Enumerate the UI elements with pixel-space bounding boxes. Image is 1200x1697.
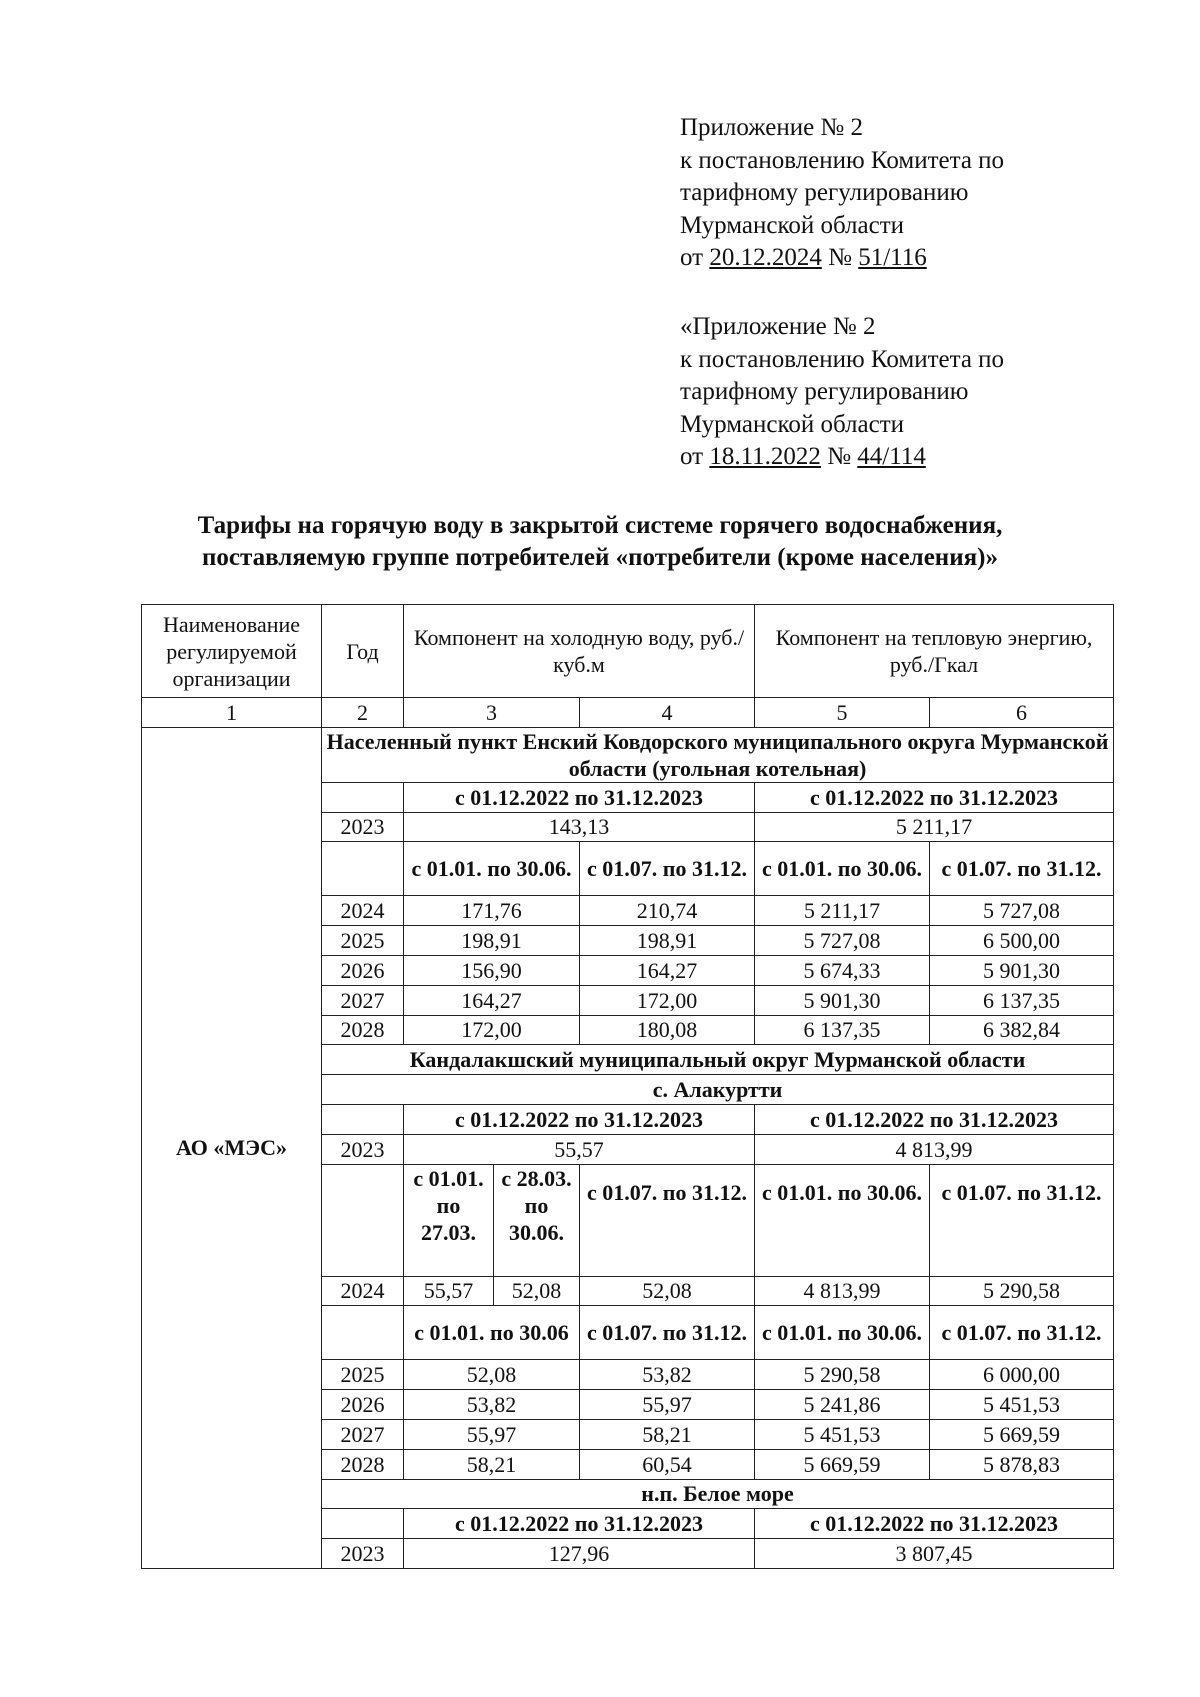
value-cell: 156,90 bbox=[404, 955, 580, 985]
year-cell: 2026 bbox=[322, 1390, 404, 1420]
value-cell: 55,97 bbox=[580, 1390, 755, 1420]
col-number: 6 bbox=[930, 698, 1114, 728]
section-3-period-heat: с 01.12.2022 по 31.12.2023 bbox=[755, 1509, 1114, 1539]
subheader-cell: с 01.01. по 30.06. bbox=[755, 842, 930, 896]
empty-cell bbox=[322, 1306, 404, 1360]
value-cell: 180,08 bbox=[580, 1015, 755, 1045]
organization-name: АО «МЭС» bbox=[142, 727, 322, 1568]
value-cell: 5 901,30 bbox=[930, 955, 1114, 985]
value-cell: 198,91 bbox=[404, 926, 580, 956]
value-cell: 5 290,58 bbox=[930, 1276, 1114, 1306]
value-cell: 5 674,33 bbox=[755, 955, 930, 985]
section-1-period-cold: с 01.12.2022 по 31.12.2023 bbox=[404, 782, 755, 812]
column-number-row bbox=[142, 698, 1114, 728]
appendix-2-line3: тарифному регулированию bbox=[680, 378, 969, 405]
value-cell: 5 451,53 bbox=[930, 1390, 1114, 1420]
section-2-name: с. Алакуртти bbox=[322, 1075, 1114, 1105]
value-cell: 4 813,99 bbox=[755, 1276, 930, 1306]
col-number: 1 bbox=[142, 698, 322, 728]
appendix-1-line2: к постановлению Комитета по bbox=[680, 146, 1005, 174]
section-1-name-row bbox=[142, 727, 1114, 782]
value-cell: 52,08 bbox=[494, 1276, 580, 1306]
appendix-1-line1: Приложение № 2 bbox=[680, 114, 864, 141]
value-cell: 60,54 bbox=[580, 1449, 755, 1479]
value-cell: 198,91 bbox=[580, 926, 755, 956]
tariff-table bbox=[141, 604, 1114, 1569]
value-cell: 3 807,45 bbox=[755, 1539, 1114, 1569]
section-3-period-cold: с 01.12.2022 по 31.12.2023 bbox=[404, 1509, 755, 1539]
subheader-cell: с 01.07. по 31.12. bbox=[580, 1306, 755, 1360]
subheader-cell: с 28.03. по 30.06. bbox=[494, 1164, 580, 1276]
appendix-1-date: 20.12.2024 bbox=[709, 244, 822, 271]
appendix-2-date: 18.11.2022 bbox=[709, 443, 821, 470]
header-year: Год bbox=[322, 605, 404, 698]
empty-cell bbox=[322, 1509, 404, 1539]
value-cell: 172,00 bbox=[580, 985, 755, 1015]
value-cell: 5 727,08 bbox=[755, 926, 930, 956]
subheader-cell: с 01.01. по 30.06. bbox=[755, 1164, 930, 1276]
table-header-row bbox=[142, 605, 1114, 698]
value-cell: 6 382,84 bbox=[930, 1015, 1114, 1045]
section-3-name: н.п. Белое море bbox=[322, 1479, 1114, 1509]
value-cell: 172,00 bbox=[404, 1015, 580, 1045]
year-cell: 2023 bbox=[322, 812, 404, 842]
header-org: Наименование регулируемой организации bbox=[142, 605, 322, 698]
subheader-cell: с 01.01. по 27.03. bbox=[404, 1164, 494, 1276]
value-cell: 52,08 bbox=[404, 1360, 580, 1390]
value-cell: 5 878,83 bbox=[930, 1449, 1114, 1479]
document-title bbox=[0, 510, 1200, 574]
appendix-1-no: № bbox=[828, 244, 852, 271]
year-cell: 2023 bbox=[322, 1134, 404, 1164]
value-cell: 58,21 bbox=[580, 1419, 755, 1449]
value-cell: 6 000,00 bbox=[930, 1360, 1114, 1390]
header-heat-energy: Компонент на тепловую энергию, руб./Гкал bbox=[755, 605, 1114, 698]
value-cell: 143,13 bbox=[404, 812, 755, 842]
year-cell: 2027 bbox=[322, 1419, 404, 1449]
value-cell: 4 813,99 bbox=[755, 1134, 1114, 1164]
year-cell: 2025 bbox=[322, 1360, 404, 1390]
value-cell: 5 290,58 bbox=[755, 1360, 930, 1390]
col-number: 4 bbox=[580, 698, 755, 728]
section-2-period-heat: с 01.12.2022 по 31.12.2023 bbox=[755, 1104, 1114, 1134]
value-cell: 53,82 bbox=[404, 1390, 580, 1420]
appendix-2-line1: «Приложение № 2 bbox=[680, 313, 876, 340]
value-cell: 5 727,08 bbox=[930, 896, 1114, 926]
section-2-period-cold: с 01.12.2022 по 31.12.2023 bbox=[404, 1104, 755, 1134]
value-cell: 6 137,35 bbox=[930, 985, 1114, 1015]
subheader-cell: с 01.01. по 30.06 bbox=[404, 1306, 580, 1360]
section-1-period-heat: с 01.12.2022 по 31.12.2023 bbox=[755, 782, 1114, 812]
value-cell: 6 500,00 bbox=[930, 926, 1114, 956]
appendix-1-block bbox=[680, 112, 1004, 275]
appendix-2-number: 44/114 bbox=[857, 443, 926, 470]
title-line1: Тарифы на горячую воду в закрытой системе горячего водоснабжения, bbox=[197, 512, 1003, 539]
value-cell: 55,97 bbox=[404, 1419, 580, 1449]
year-cell: 2026 bbox=[322, 955, 404, 985]
value-cell: 127,96 bbox=[404, 1539, 755, 1569]
section-2-district: Кандалакшский муниципальный округ Мурманской области bbox=[322, 1045, 1114, 1075]
year-cell: 2027 bbox=[322, 985, 404, 1015]
value-cell: 5 669,59 bbox=[755, 1449, 930, 1479]
header-cold-water: Компонент на холодную воду, руб./куб.м bbox=[404, 605, 755, 698]
appendix-2-line2: к постановлению Комитета по bbox=[680, 345, 1005, 373]
title-line2: поставляемую группе потребителей «потребители (кроме населения)» bbox=[202, 544, 998, 571]
value-cell: 164,27 bbox=[404, 985, 580, 1015]
subheader-cell: с 01.01. по 30.06. bbox=[404, 842, 580, 896]
value-cell: 52,08 bbox=[580, 1276, 755, 1306]
subheader-cell: с 01.07. по 31.12. bbox=[930, 842, 1114, 896]
value-cell: 171,76 bbox=[404, 896, 580, 926]
year-cell: 2023 bbox=[322, 1539, 404, 1569]
appendix-1-number: 51/116 bbox=[858, 244, 927, 271]
subheader-cell: с 01.07. по 31.12. bbox=[930, 1164, 1114, 1276]
value-cell: 5 669,59 bbox=[930, 1419, 1114, 1449]
value-cell: 58,21 bbox=[404, 1449, 580, 1479]
empty-cell bbox=[322, 782, 404, 812]
col-number: 3 bbox=[404, 698, 580, 728]
value-cell: 53,82 bbox=[580, 1360, 755, 1390]
appendix-2-date-line bbox=[680, 441, 1004, 474]
appendix-2-no: № bbox=[827, 443, 852, 470]
value-cell: 5 901,30 bbox=[755, 985, 930, 1015]
subheader-cell: с 01.01. по 30.06. bbox=[755, 1306, 930, 1360]
year-cell: 2025 bbox=[322, 926, 404, 956]
appendix-1-line4: Мурманской области bbox=[680, 211, 905, 239]
empty-cell bbox=[322, 842, 404, 896]
empty-cell bbox=[322, 1104, 404, 1134]
value-cell: 55,57 bbox=[404, 1276, 494, 1306]
value-cell: 5 451,53 bbox=[755, 1419, 930, 1449]
appendix-2-from: от bbox=[680, 443, 704, 470]
year-cell: 2024 bbox=[322, 896, 404, 926]
empty-cell bbox=[322, 1164, 404, 1276]
year-cell: 2028 bbox=[322, 1015, 404, 1045]
year-cell: 2028 bbox=[322, 1449, 404, 1479]
appendix-1-from: от bbox=[680, 244, 704, 271]
appendix-1-line3: тарифному регулированию bbox=[680, 179, 969, 206]
value-cell: 164,27 bbox=[580, 955, 755, 985]
value-cell: 55,57 bbox=[404, 1134, 755, 1164]
subheader-cell: с 01.07. по 31.12. bbox=[580, 1164, 755, 1276]
appendix-2-block bbox=[680, 311, 1004, 474]
year-cell: 2024 bbox=[322, 1276, 404, 1306]
subheader-cell: с 01.07. по 31.12. bbox=[930, 1306, 1114, 1360]
appendix-1-date-line bbox=[680, 242, 1004, 275]
appendix-2-line4: Мурманской области bbox=[680, 410, 905, 438]
value-cell: 5 241,86 bbox=[755, 1390, 930, 1420]
subheader-cell: с 01.07. по 31.12. bbox=[580, 842, 755, 896]
section-1-name: Населенный пункт Енский Ковдорского муниципального округа Мурманской области (угольная котельная) bbox=[322, 727, 1114, 782]
col-number: 2 bbox=[322, 698, 404, 728]
value-cell: 210,74 bbox=[580, 896, 755, 926]
value-cell: 5 211,17 bbox=[755, 812, 1114, 842]
col-number: 5 bbox=[755, 698, 930, 728]
value-cell: 6 137,35 bbox=[755, 1015, 930, 1045]
value-cell: 5 211,17 bbox=[755, 896, 930, 926]
